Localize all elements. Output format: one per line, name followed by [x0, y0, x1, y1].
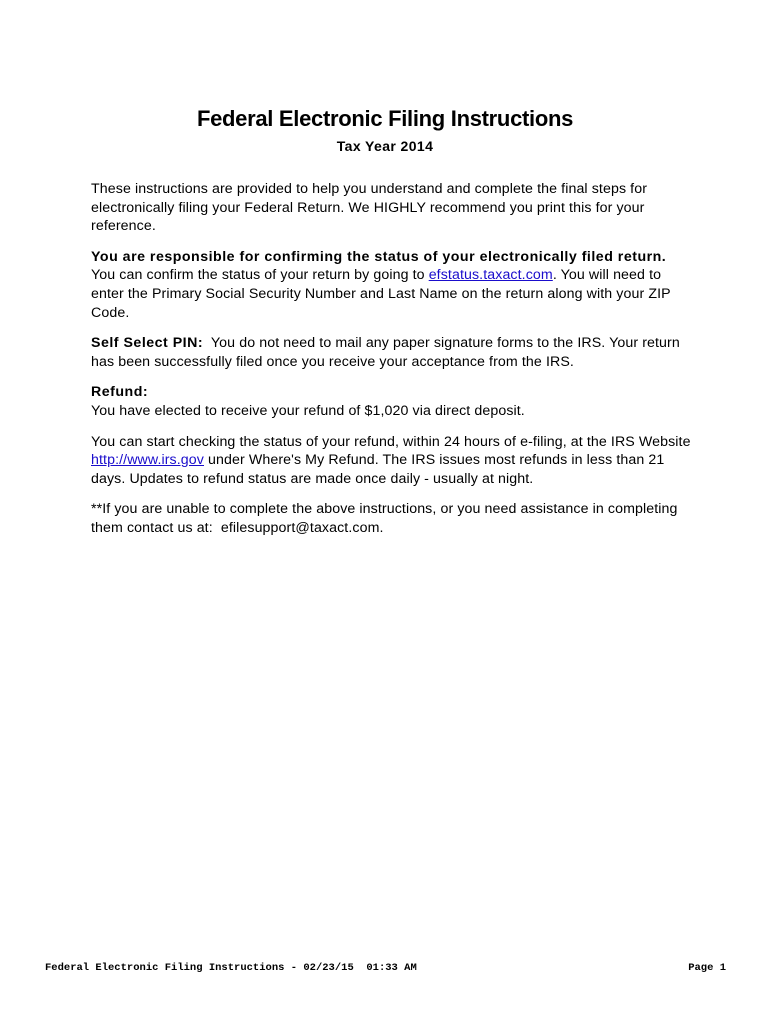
footer-document-info: Federal Electronic Filing Instructions - 02/23/15 01:33 AM [45, 962, 417, 974]
status-text-after: . You will need to enter the Primary Social Security Number and Last Name on the return along with your ZIP Code. [91, 267, 671, 321]
support-paragraph [91, 500, 691, 537]
pin-paragraph [91, 334, 691, 371]
refund-check-text-after: under Where's My Refund. The IRS issues most refunds in less than 21 days. Updates to refund status are made once daily - usually at night. [91, 452, 665, 487]
instructions-body [91, 180, 691, 550]
refund-check-paragraph [91, 433, 691, 489]
efstatus-link[interactable]: efstatus.taxact.com [428, 267, 553, 284]
tax-year-subtitle: Tax Year 2014 [336, 138, 434, 154]
refund-label: Refund: [91, 384, 149, 401]
status-warning: You are responsible for confirming the status of your electronically filed return. [91, 248, 667, 265]
page-title: Federal Electronic Filing Instructions [196, 106, 574, 131]
refund-paragraph [91, 383, 691, 420]
intro-paragraph [91, 180, 691, 236]
status-paragraph [91, 248, 691, 322]
pin-label: Self Select PIN: [91, 335, 204, 352]
intro-text: These instructions are provided to help you understand and complete the final steps for electronically filing your Federal Return. We HIGHLY recommend you print this for your reference. [91, 181, 648, 235]
refund-text: You have elected to receive your refund of $1,020 via direct deposit. [91, 402, 525, 419]
pin-text: You do not need to mail any paper signature forms to the IRS. Your return has been successfully filed once you receive your acceptance from the IRS. [91, 335, 684, 370]
refund-check-text: You can start checking the status of your refund, within 24 hours of e-filing, at the IRS Website [91, 433, 691, 450]
status-text: You can confirm the status of your return by going to [91, 267, 429, 284]
support-text: **If you are unable to complete the above instructions, or you need assistance in completing them contact us at: efilesupport@taxact.com. [91, 501, 682, 536]
irs-website-link[interactable]: http://www.irs.gov [91, 452, 204, 469]
footer-page-number: Page 1 [688, 962, 726, 974]
